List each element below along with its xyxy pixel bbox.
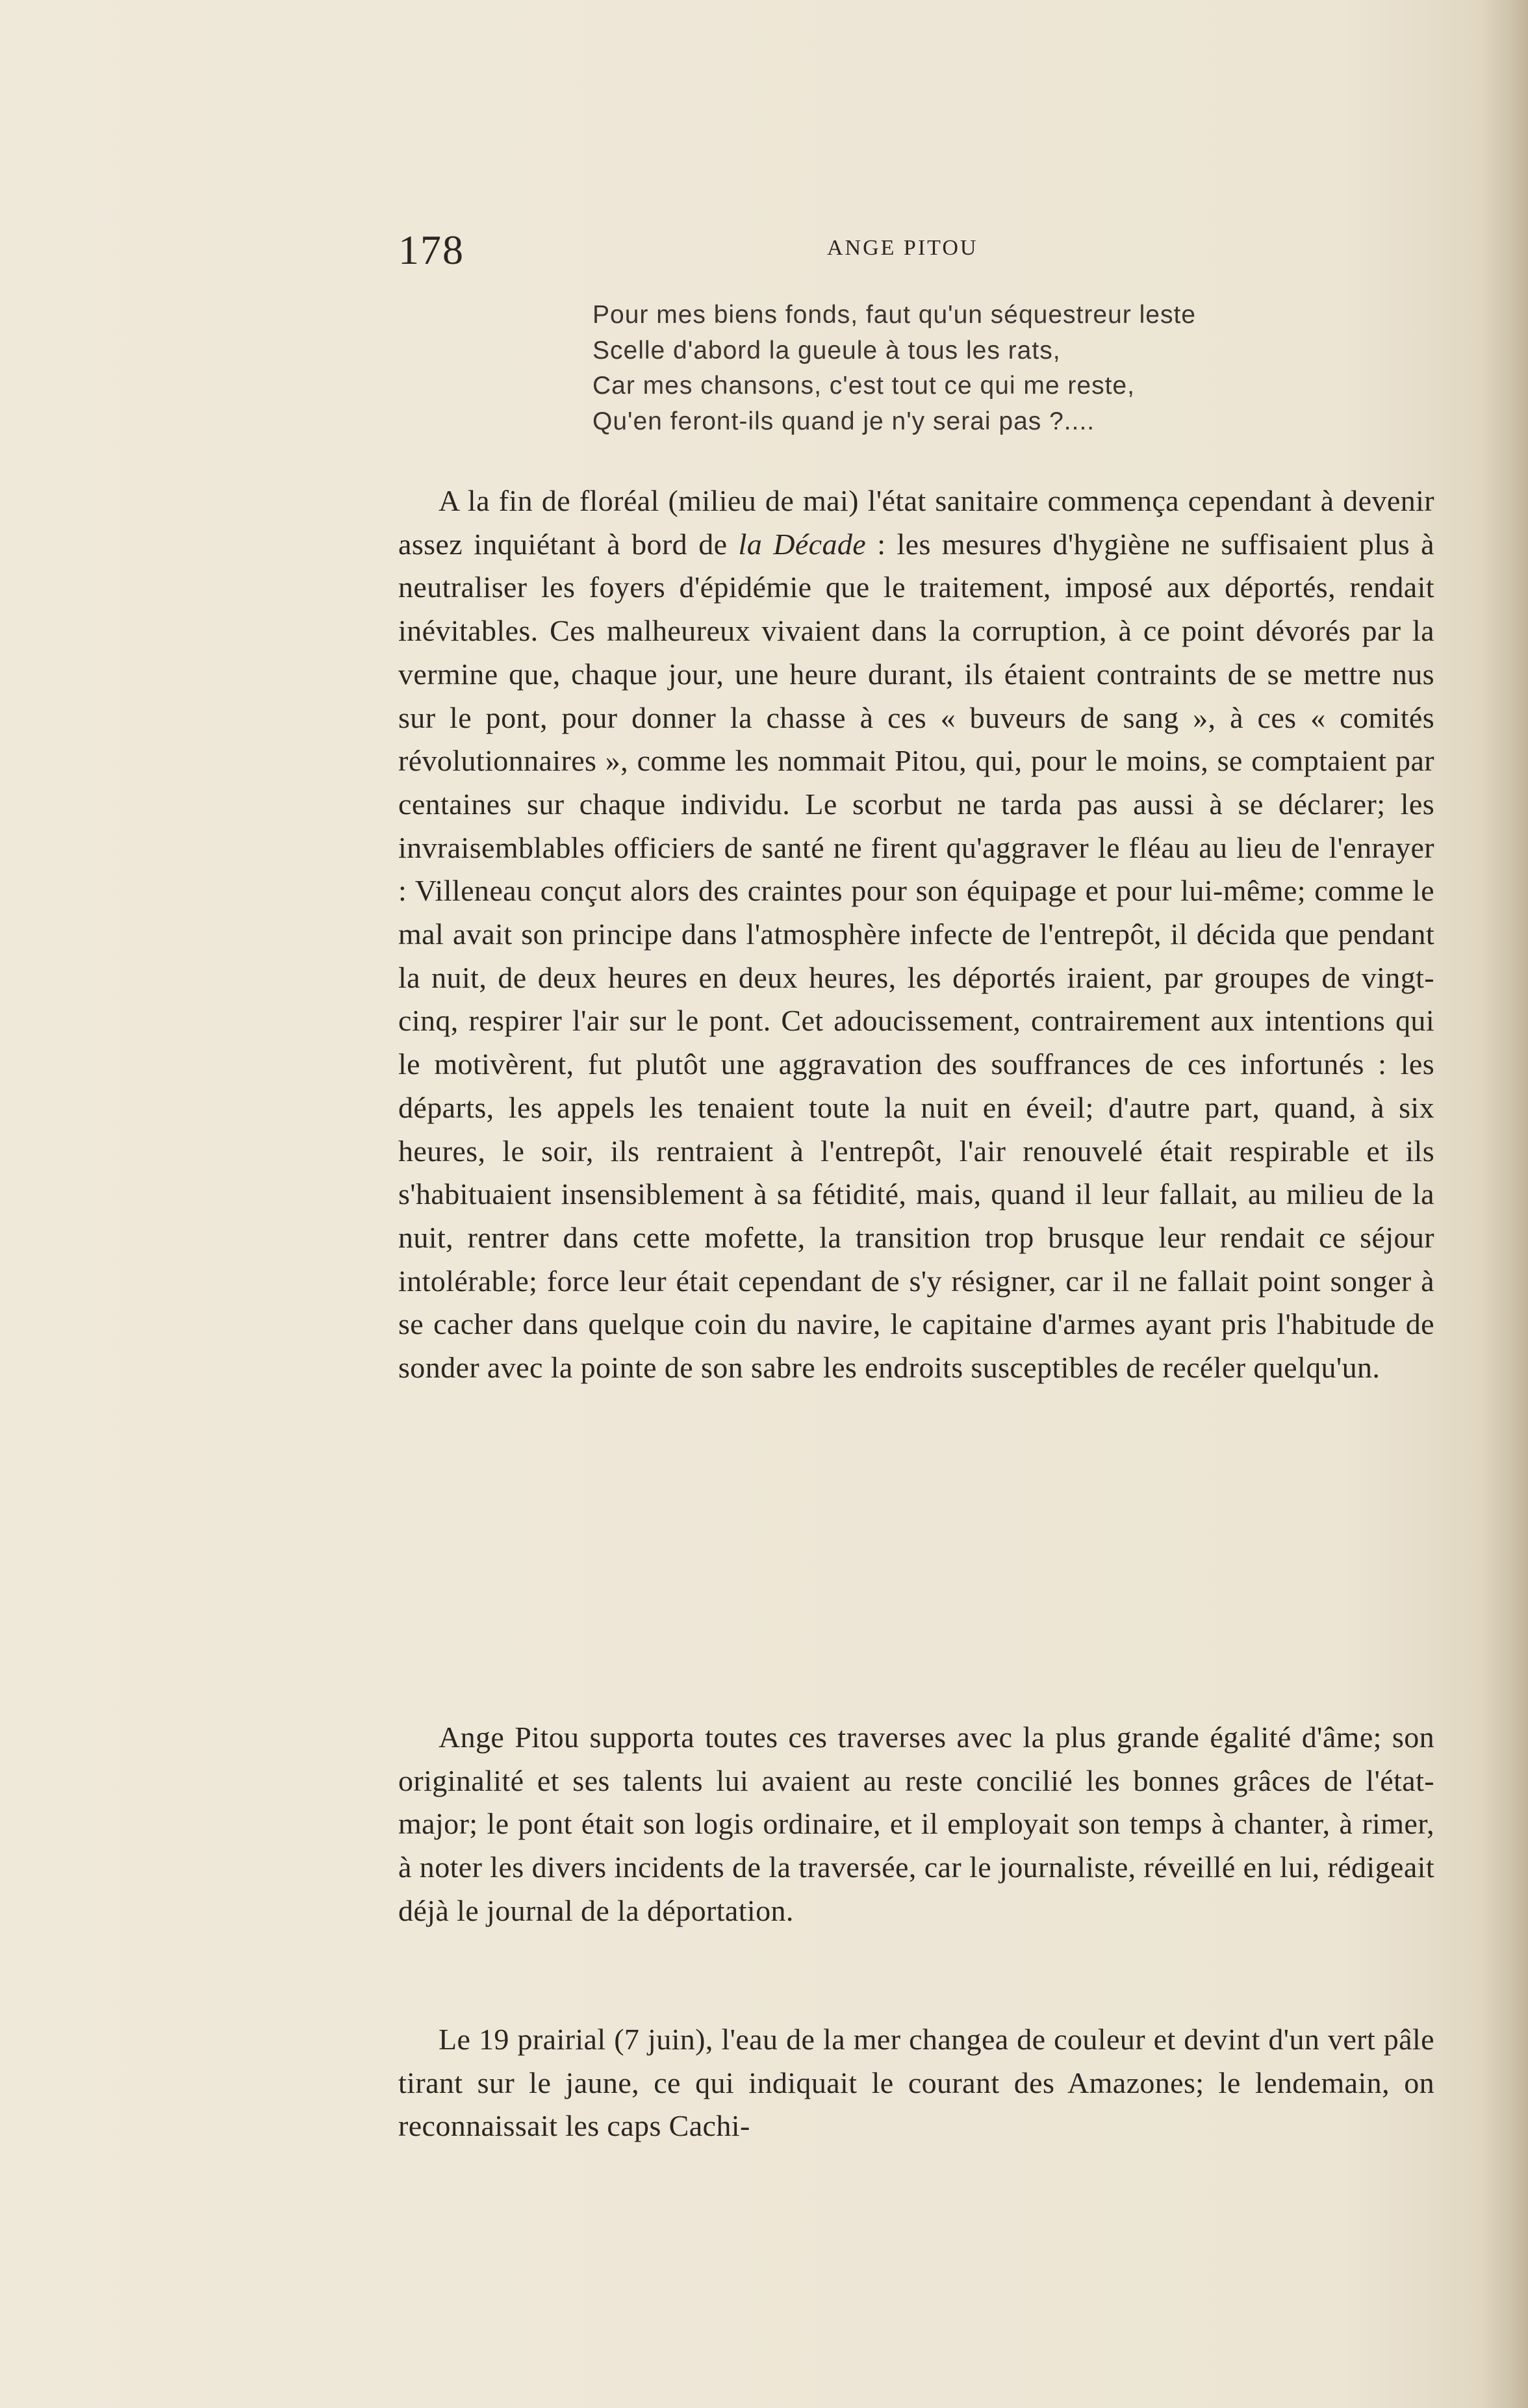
verse-line-2: Scelle d'abord la gueule à tous les rats, [592, 336, 1061, 365]
paragraph-1-part-before-title: A la fin de floréal (milieu de mai) l'état sanitaire commença cependant à devenir assez inquiétant à bord de [398, 484, 1434, 561]
running-header [398, 224, 1456, 276]
verse-line-4: Qu'en feront-ils quand je n'y serai pas ?.... [592, 407, 1095, 435]
page-edge-shadow [1483, 0, 1528, 2408]
paragraph-1-text [398, 480, 1434, 1390]
ship-name-la-decade: la Décade [738, 527, 867, 561]
paragraph-2 [398, 1716, 1434, 1933]
paragraph-2-text: Ange Pitou supporta toutes ces traverses avec la plus grande égalité d'âme; son originalité et ses talents lui avaient au reste concilié les bonnes grâces de l'état-major; le pont était son logis ordinaire, et il employait son temps à chanter, à rimer, à noter les divers incidents de la traversée, car le journaliste, réveillé en lui, rédigeait déjà le journal de la déportation. [398, 1721, 1434, 1927]
verse-line-3: Car mes chansons, c'est tout ce qui me reste, [592, 372, 1135, 400]
running-title: ANGE PITOU [827, 236, 978, 260]
verse-line-1: Pour mes biens fonds, faut qu'un séquestreur leste [592, 301, 1196, 329]
paragraph-1-part-after-title: : les mesures d'hygiène ne suffisaient plus à neutraliser les foyers d'épidémie que le traitement, imposé aux déportés, rendait inévitables. Ces malheureux vivaient dans la corruption, à ce point dévorés par la vermine que, chaque jour, une heure durant, ils étaient contraints de se mettre nus sur le pont, pour donner la chasse à ces « buveurs de sang », à ces « comités révolutionnaires », comme les nommait Pitou, qui, pour le moins, se comptaient par centaines sur chaque individu. Le scorbut ne tarda pas aussi à se déclarer; les invraisemblables officiers de santé ne firent qu'aggraver le fléau au lieu de l'enrayer : Villeneau conçut alors des craintes pour son équipage et pour lui-même; comme le mal avait son principe dans l'atmosphère infecte de l'entrepôt, il décida que pendant la nuit, de deux heures en deux heures, les déportés iraient, par groupes de vingt-cinq, respirer l'air sur le pont. Cet adoucissement, contrairement aux intentions qui le motivèrent, fut plutôt une aggravation des souffrances de ces infortunés : les départs, les appels les tenaient toute la nuit en éveil; d'autre part, quand, à six heures, le soir, ils rentraient à l'entrepôt, l'air renouvelé était respirable et ils s'habituaient insensiblement à sa fétidité, mais, quand il leur fallait, au milieu de la nuit, rentrer dans cette mofette, la transition trop brusque leur rendait ce séjour intolérable; force leur était cependant de s'y résigner, car il ne fallait point songer à se cacher dans quelque coin du navire, le capitaine d'armes ayant pris l'habitude de sonder avec la pointe de son sabre les endroits susceptibles de recéler quelqu'un. [398, 527, 1434, 1385]
paragraph-3 [398, 2018, 1434, 2148]
paragraph-3-text: Le 19 prairial (7 juin), l'eau de la mer changea de couleur et devint d'un vert pâle tirant sur le jaune, ce qui indiquait le courant des Amazones; le lendemain, on reconnaissait les caps Cachi- [398, 2023, 1434, 2143]
verse-quotation [592, 298, 1385, 439]
paragraph-1 [398, 480, 1434, 1390]
page-number: 178 [398, 227, 465, 273]
